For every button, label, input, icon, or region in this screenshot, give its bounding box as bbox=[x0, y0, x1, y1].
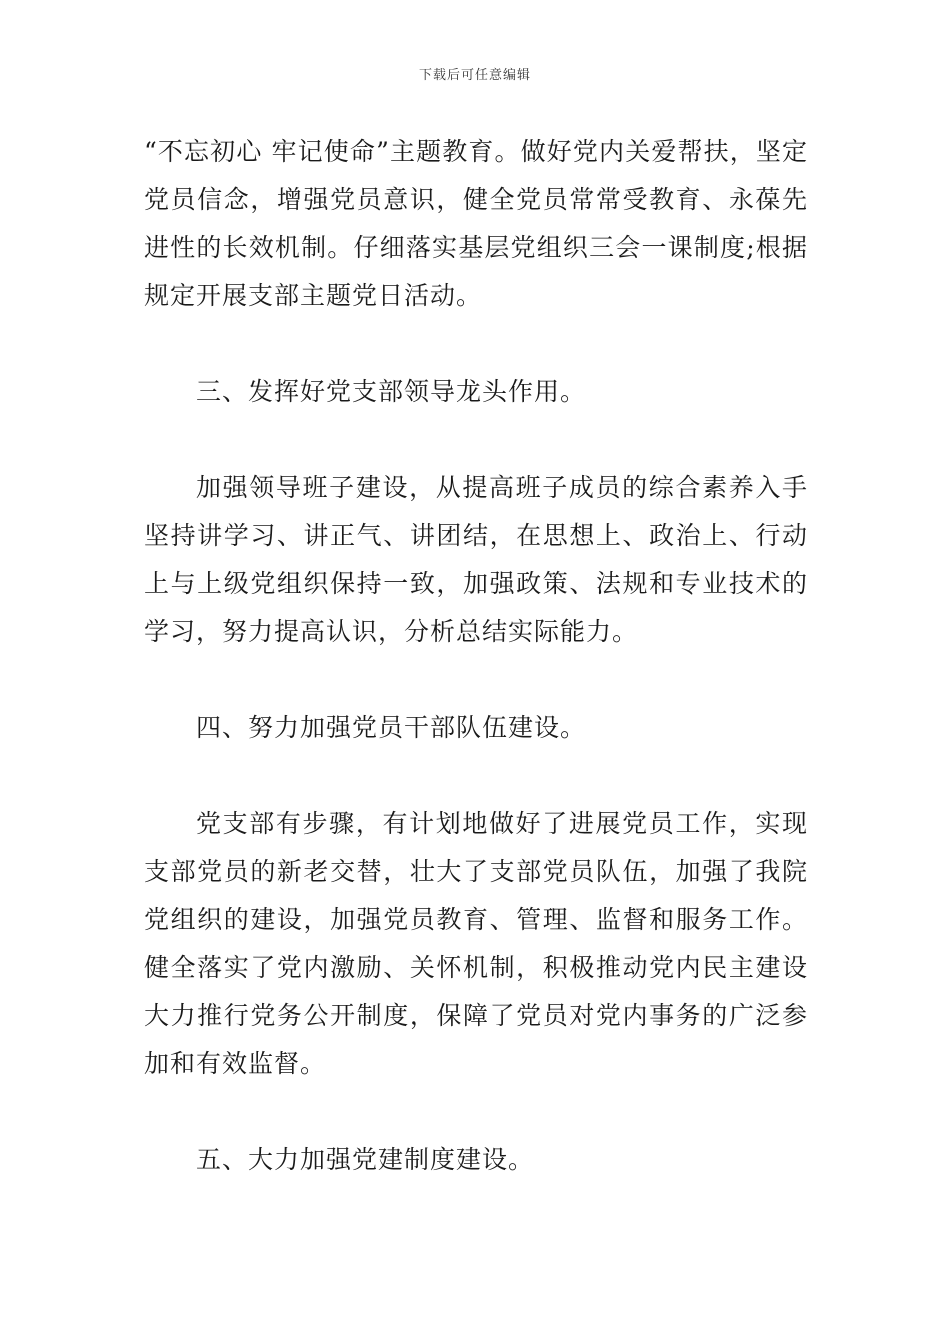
section-heading-5: 五、大力加强党建制度建设。 bbox=[196, 1145, 535, 1174]
paragraph-cadre: 党支部有步骤，有计划地做好了进展党员工作，实现支部党员的新老交替，壮大了支部党员队伍，加强了我院党组织的建设，加强党员教育、管理、监督和服务工作。健全落实了党内激励、关怀机制，积极推动党内民主建设大力推行党务公开制度，保障了党员对党内事务的广泛参加和有效监督。 bbox=[144, 809, 808, 1078]
section-heading-3: 三、发挥好党支部领导龙头作用。 bbox=[196, 377, 587, 406]
paragraph-intro: “不忘初心 牢记使命”主题教育。做好党内关爱帮扶，坚定党员信念，增强党员意识，健全党员常常受教育、永葆先进性的长效机制。仔细落实基层党组织三会一课制度;根据规定开展支部主题党日活动。 bbox=[144, 137, 808, 310]
paragraph-leadership: 加强领导班子建设，从提高班子成员的综合素养入手坚持讲学习、讲正气、讲团结，在思想上、政治上、行动上与上级党组织保持一致，加强政策、法规和专业技术的学习，努力提高认识，分析总结实际能力。 bbox=[144, 473, 808, 646]
header-note: 下载后可任意编辑 bbox=[418, 68, 531, 83]
body-text bbox=[144, 128, 808, 1184]
section-heading-4: 四、努力加强党员干部队伍建设。 bbox=[196, 713, 587, 742]
